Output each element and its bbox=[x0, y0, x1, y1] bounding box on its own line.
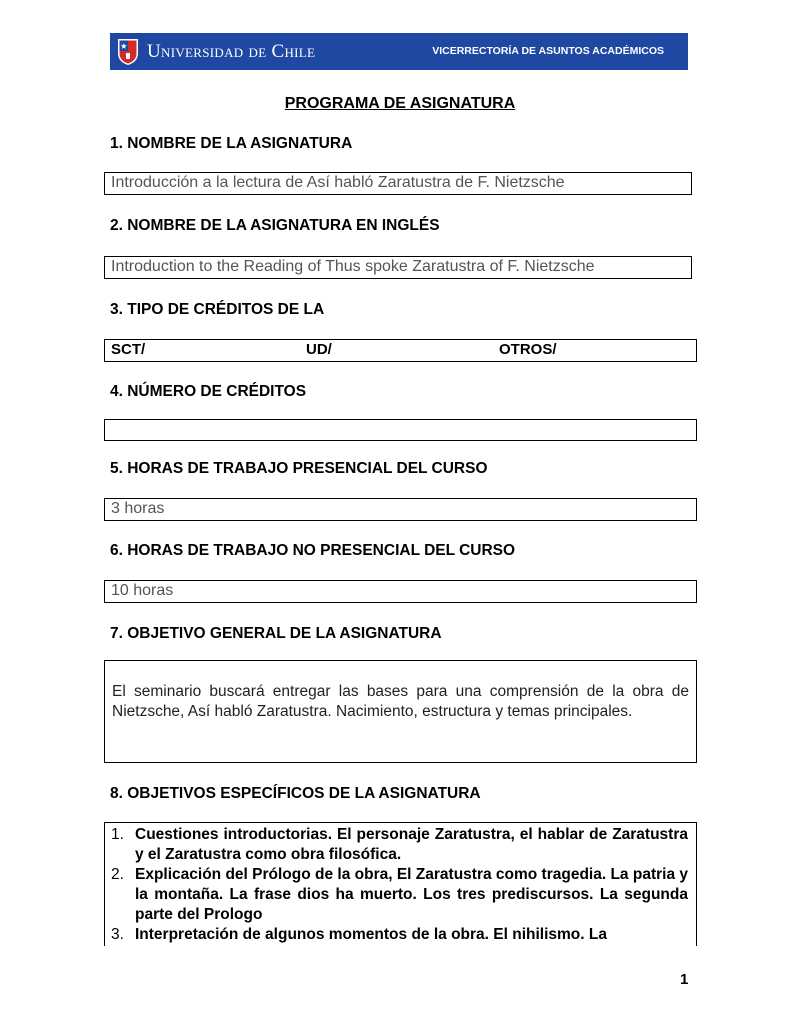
section-4-heading: 4. NÚMERO DE CRÉDITOS bbox=[110, 383, 307, 400]
office-name: VICERRECTORÍA DE ASUNTOS ACADÉMICOS bbox=[432, 45, 664, 57]
section-6-heading: 6. HORAS DE TRABAJO NO PRESENCIAL DEL CURSO bbox=[110, 542, 516, 559]
university-name: Universidad de Chile bbox=[147, 41, 316, 62]
list-item-number: 2. bbox=[111, 866, 124, 883]
page-number: 1 bbox=[680, 971, 689, 988]
section-3-heading: 3. TIPO DE CRÉDITOS DE LA bbox=[110, 301, 325, 318]
section-1-heading: 1. NOMBRE DE LA ASIGNATURA bbox=[110, 135, 353, 152]
list-item-number: 3. bbox=[111, 926, 124, 943]
section-5-box bbox=[104, 498, 697, 521]
specific-objectives-list bbox=[111, 825, 688, 945]
page-title: PROGRAMA DE ASIGNATURA bbox=[284, 95, 516, 112]
section-5-heading: 5. HORAS DE TRABAJO PRESENCIAL DEL CURSO bbox=[110, 460, 488, 477]
list-item-text: Explicación del Prólogo de la obra, El Zaratustra como tragedia. La patria y la montaña. La frase dios ha muerto. Los tres prediscursos. La segunda parte del Prologo bbox=[135, 866, 688, 923]
non-presential-hours-value: 10 horas bbox=[111, 582, 174, 599]
section-1-box bbox=[104, 172, 692, 195]
list-item-text: Cuestiones introductorias. El personaje Zaratustra, el hablar de Zaratustra y el Zaratustra como obra filosófica. bbox=[135, 826, 688, 863]
section-7-heading: 7. OBJETIVO GENERAL DE LA ASIGNATURA bbox=[110, 625, 442, 642]
credit-type-box bbox=[104, 339, 697, 362]
section-2-heading: 2. NOMBRE DE LA ASIGNATURA EN INGLÉS bbox=[110, 217, 440, 234]
list-item bbox=[111, 825, 688, 865]
list-item bbox=[111, 925, 688, 945]
credit-sct-label: SCT/ bbox=[111, 341, 146, 358]
section-6-box bbox=[104, 580, 697, 603]
list-item-number: 1. bbox=[111, 826, 124, 843]
credit-number-box bbox=[104, 419, 697, 441]
section-8-heading: 8. OBJETIVOS ESPECÍFICOS DE LA ASIGNATURA bbox=[110, 785, 481, 802]
section-8-box bbox=[104, 822, 697, 946]
section-2-box bbox=[104, 256, 692, 279]
credit-otros-label: OTROS/ bbox=[499, 341, 557, 358]
list-item bbox=[111, 865, 688, 925]
header-banner bbox=[110, 33, 688, 70]
general-objective-text: El seminario buscará entregar las bases para una comprensión de la obra de Nietzsche, Así habló Zaratustra. Nacimiento, estructura y temas principales. bbox=[112, 683, 689, 720]
presential-hours-value: 3 horas bbox=[111, 500, 165, 517]
credit-ud-label: UD/ bbox=[306, 341, 332, 358]
section-7-box bbox=[104, 660, 697, 763]
course-name-english-value: Introduction to the Reading of Thus spoke Zaratustra of F. Nietzsche bbox=[111, 258, 595, 275]
course-name-value: Introducción a la lectura de Así habló Zaratustra de F. Nietzsche bbox=[111, 174, 565, 191]
university-crest-icon bbox=[116, 37, 140, 66]
list-item-text: Interpretación de algunos momentos de la obra. El nihilismo. La bbox=[135, 926, 607, 943]
